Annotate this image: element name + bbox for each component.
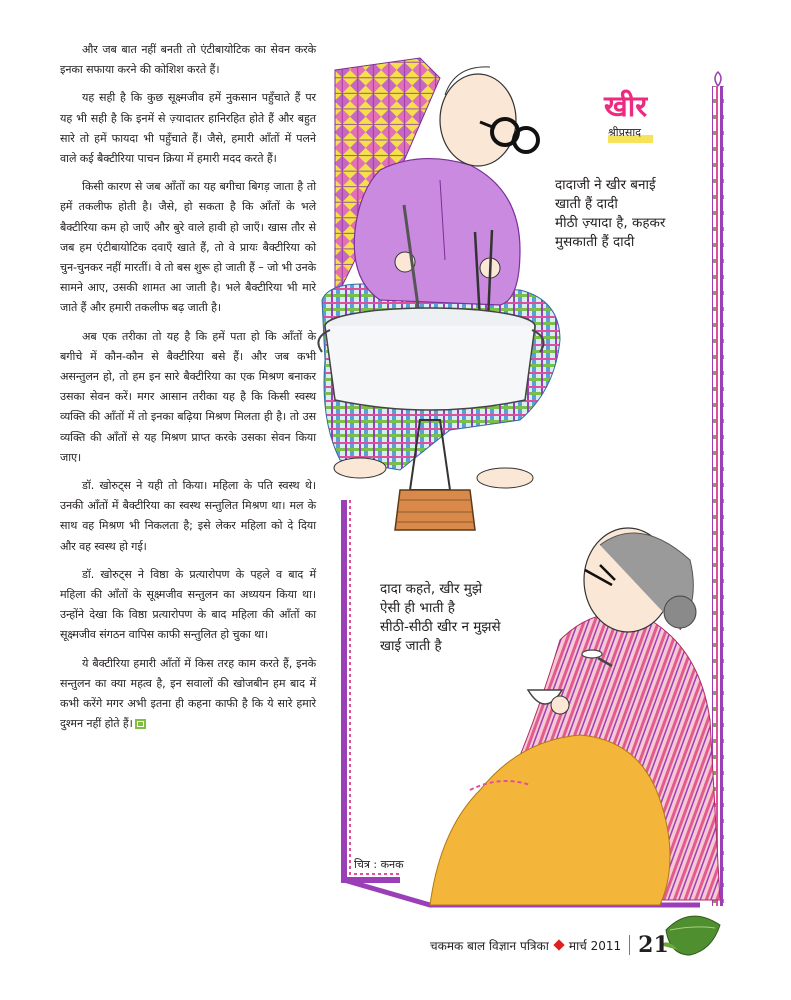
article-paragraph-5: डॉ. खोरुट्स ने यही तो किया। महिला के पति स्वस्थ थे। उनकी आँतों में बैक्टीरिया का स्वस्थ सन्तुलित मिश्रण था। मल के साथ वह मिश्रण भी निकलता है; इसे लेकर महिला को दे दिया और वह स्वस्थ हो गई। <box>60 479 316 553</box>
poem-line: मीठी ज़्यादा है, कहकर <box>555 215 666 231</box>
magazine-name: चकमक बाल विज्ञान पत्रिका <box>430 938 549 953</box>
article-paragraph-4: अब एक तरीका तो यह है कि हमें पता हो कि आँतों के बगीचे में कौन-कौन से बैक्टीरिया बसे हैं। और जब कभी असन्तुलन हो, तो हम इन सारे बैक्टीरिया का एक मिश्रण बनाकर उसका सेवन करें। मगर आसान तरीका यह है कि किसी स्वस्थ व्यक्ति की आँतों में तो इनका बढ़िया मिश्रण मिलता ही है। तो उस व्यक्ति की आँतों से यह मिश्रण प्राप्त करके उसका सेवन किया जाए। <box>60 329 316 464</box>
article-paragraph-7-text: ये बैक्टीरिया हमारी आँतों में किस तरह काम करते हैं, इनके सन्तुलन का क्या महत्व है, इन सवालों की खोजबीन हम बाद में कभी करेंगे मगर अभी इतना ही कहना काफी है कि ये सारे हमारे दुश्मन नहीं होते हैं। <box>60 656 316 731</box>
article-paragraph-3: किसी कारण से जब आँतों का यह बगीचा बिगड़ जाता है तो हमें तकलीफ होती है। जैसे, हो सकता है कि आँतों के भले बैक्टीरिया कम हो जाएँ और बुरे वाले हावी हो जाएँ। खास तौर से जब हम एंटीबायोटिक दवाएँ खाते हैं, तो वे प्रायः बैक्टीरिया को चुन-चुनकर नहीं मारतीं। वे तो बस शुरू हो जाती हैं – जो भी उनके सामने आए, उसकी शामत आ जाती है। भले बैक्टीरिया भी मारे जाते हैं और हमारी तकलीफ बढ़ जाती है। <box>60 180 316 315</box>
poem-line: सीठी-सीठी खीर न मुझसे <box>380 619 501 635</box>
article-paragraph-1: और जब बात नहीं बनती तो एंटीबायोटिक का सेवन करके इनका सफाया करने की कोशिश करते हैं। <box>60 43 316 77</box>
page-number: 21 <box>638 932 669 958</box>
poem-stanza-2 <box>380 580 501 656</box>
article-paragraph-6: डॉ. खोरुट्स ने विष्ठा के प्रत्यारोपण के पहले व बाद में महिला की आँतों के सूक्ष्मजीव सन्तुलन का अध्ययन किया था। उन्होंने देखा कि विष्ठा प्रत्यारोपण के बाद महिला की आँतों का सूक्ष्मजीव संगठन वापिस काफी सन्तुलित हो चुका था। <box>60 567 316 642</box>
poem-line: ऐसी ही भाती है <box>380 600 455 616</box>
article-paragraph-2: यह सही है कि कुछ सूक्ष्मजीव हमें नुकसान पहुँचाते हैं पर यह भी सही है कि इनमें से ज़्यादातर हानिरहित होते हैं और बहुत सारे तो हमें फायदा भी पहुँचाते हैं। जैसे, हमारी आँतों में पलने वाले कई बैक्टीरिया पाचन क्रिया में हमारी मदद करते हैं। <box>60 91 316 166</box>
illustration-credit: चित्र : कनक <box>354 858 404 871</box>
poem-author: श्रीप्रसाद <box>608 125 653 143</box>
poem-line: दादा कहते, खीर मुझे <box>380 581 483 597</box>
poem-line: दादाजी ने खीर बनाई <box>555 177 656 193</box>
red-diamond-icon <box>553 939 564 950</box>
poem-stanza-1 <box>555 176 665 252</box>
green-leaf-icon <box>666 916 720 955</box>
poem-line: मुसकाती हैं दादी <box>555 234 635 250</box>
page-footer <box>430 933 669 957</box>
issue-date: मार्च 2011 <box>568 938 622 953</box>
footer-divider <box>629 935 630 955</box>
poem-title: खीर <box>604 89 648 123</box>
poem-line: खाई जाती है <box>380 638 442 654</box>
poem-line: खाती हैं दादी <box>555 196 618 212</box>
